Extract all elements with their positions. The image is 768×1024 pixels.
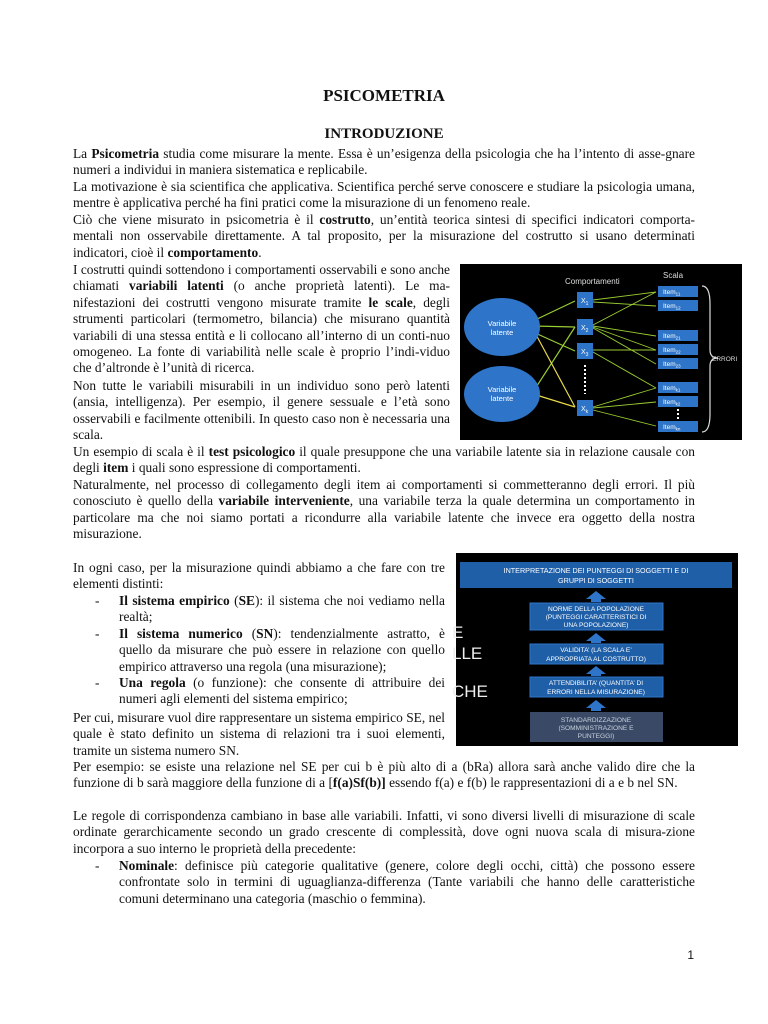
box-text: STANDARDIZZAZIONE: [560, 717, 632, 724]
item-label: Item$_{12}$: [663, 303, 681, 311]
paragraph-elements: In ogni caso, per la misurazione quindi abbiamo a che fare con tre elementi distinti:: [73, 560, 445, 592]
latent-label: latente: [490, 394, 514, 403]
header-comportamenti: Comportamenti: [565, 277, 620, 286]
box-text: UNA POPOLAZIONE): [563, 622, 629, 629]
item-label: Item$_{k1}$: [663, 385, 681, 393]
item-nodes: [658, 286, 698, 432]
up-arrow: [586, 633, 606, 643]
paragraph-measure-definition: Per cui, misurare vuol dire rappresentare un sistema empirico SE, nel quale è stato definito un sistema di relazioni tra i suoi elementi, tramite un sistema numero SN.: [73, 710, 445, 758]
paragraph-example: Per esempio: se esiste una relazione nel SE per cui b è più alto di a (bRa) allora sarà anche valido dire che la funzione di b sarà maggiore della funzione di a [f(a)Sf(b)] essendo f(a) e f(b) le rappresentazioni di a e b nel SN.: [73, 759, 695, 791]
box-text: (PUNTEGGI CARATTERISTICI DI: [545, 614, 647, 621]
list-item: - Nominale: definisce più categorie qualitative (genere, colore degli occhi, città) che possono essere confrontate solo in termini di uguaglianza-differenza (Tante variabili che hanno delle caratteristiche comuni determinano una categoria (maschio o femmina).: [95, 858, 695, 906]
item-label: Item$_{kn}$: [663, 424, 681, 432]
item-label: Item$_{21}$: [663, 333, 681, 341]
paragraph-observable: Non tutte le variabili misurabili in un individuo sono però latenti (ansia, intelligenza). Per esempio, il genere sessuale e l’età sono osservabili e facilmente ottenibili. In questo caso non è necessaria una scala.: [73, 378, 450, 443]
paragraph-levels: Le regole di corrispondenza cambiano in base alle variabili. Infatti, vi sono diversi livelli di misurazione di scale ordinate gerarchicamente secondo un grado crescente di complessità, dove ogni nuova scala di misura-zione incorpora a suo interno le proprietà della precedente:: [73, 808, 695, 856]
measurement-process-diagram: [452, 553, 738, 746]
box-text: (SOMMINISTRAZIONE E: [558, 725, 634, 732]
side-fragment: E: [452, 623, 464, 642]
behavior-to-item-arrows: [593, 292, 656, 426]
behavior-label: $X_2$: [581, 325, 589, 334]
list-systems: [73, 593, 445, 708]
list-item: - Una regola (o funzione): che consente di attribuire dei numeri agli elementi del sistema empirico;: [95, 675, 445, 707]
box-text: ERRORI NELLA MISURAZIONE): [547, 689, 645, 696]
item-label: Item$_{22}$: [663, 347, 681, 355]
box-text: INTERPRETAZIONE DEI PUNTEGGI DI SOGGETTI E DI: [503, 566, 689, 575]
page-title: PSICOMETRIA: [323, 86, 445, 105]
paragraph-motivation: La motivazione è sia scientifica che applicativa. Scientifica perché serve conoscere e studiare la psicologia umana, mentre è applicativa perché ha fini pratici come la misurazione di un fenomeno reale.: [73, 179, 695, 211]
paragraph-latent: I costrutti quindi sottendono i comportamenti osservabili e sono anche chiamati variabili latenti (o anche proprietà latenti). Le ma-nifestazioni dei costrutti vengono misurate tramite le scale, degli strumenti particolari (termometro, bilancia) che misurano quantità variabili di una stessa entità e li collocano all’interno di un conti-nuo omogeneo. La fonte di variabilità nelle scale è proprio l’indi-viduo che d’altronde è l’unità di ricerca.: [73, 262, 450, 376]
box-text: PUNTEGGI): [577, 733, 615, 740]
side-fragment: CHE: [452, 682, 488, 701]
up-arrow: [586, 666, 606, 676]
item-label: Item$_{11}$: [663, 289, 681, 297]
header-scala: Scala: [663, 271, 684, 280]
latent-to-behavior-arrows: [533, 301, 575, 392]
latent-label: Variabile: [487, 319, 517, 328]
box-text: GRUPPI DI SOGGETTI: [558, 576, 634, 585]
behavior-label: $X_3$: [581, 349, 589, 358]
paragraph-costrutto: Ciò che viene misurato in psicometria è il costrutto, un’entità teorica sintesi di specifici indicatori comporta-mentali non osservabile direttamente. A tal proposito, per la misurazione del costrutto si usano determinati indicatori, cioè il comportamento.: [73, 212, 695, 260]
list-item: - Il sistema empirico (SE): il sistema che noi vediamo nella realtà;: [95, 593, 445, 625]
box-text: APPROPRIATA AL COSTRUTTO): [546, 656, 646, 663]
latent-label: latente: [490, 328, 514, 337]
box-text: VALIDITA’ (LA SCALA E’: [560, 647, 632, 654]
behavior-label: $X_k$: [581, 406, 589, 415]
behavior-label: $X_1$: [581, 298, 589, 307]
item-label: Item$_{k2}$: [663, 399, 681, 407]
errors-label: ERRORI: [712, 356, 738, 363]
box-text: NORME DELLA POPOLAZIONE: [547, 606, 645, 613]
paragraph-intro: La Psicometria studia come misurare la mente. Essa è un’esigenza della psicologia che ha l’intento di asse-gnare numeri a individui in maniera sistematica e replicabile.: [73, 146, 695, 178]
latent-label: Variabile: [487, 385, 517, 394]
paragraph-errors: Naturalmente, nel processo di collegamento degli item ai comportamenti si commetteranno degli errori. Il più conosciuto è quello della variabile interveniente, una variabile terza la quale determina un comportamento in particolare ma che noi siamo portati a ricondurre alla variabile latente che invece era oggetto della nostra misurazione.: [73, 477, 695, 542]
box-text: ATTENDIBILITA’ (QUANTITA’ DI: [548, 680, 644, 687]
list-item: - Il sistema numerico (SN): tendenzialmente astratto, è quello da misurare che può essere in relazione con quello empirico attraverso una regola (una misurazione);: [95, 625, 445, 674]
paragraph-test: Un esempio di scala è il test psicologico il quale presuppone che una variabile latente sia in relazione causale con degli item i quali sono espressione di comportamenti.: [73, 444, 695, 476]
section-title: INTRODUZIONE: [324, 126, 444, 142]
side-fragment: LLE: [452, 644, 483, 663]
item-label: Item$_{23}$: [663, 361, 681, 369]
page-number: 1: [687, 948, 694, 962]
up-arrow: [586, 700, 606, 711]
list-levels: [73, 858, 695, 907]
behavior-nodes: [577, 292, 593, 416]
latent-variable-diagram: [460, 264, 742, 440]
up-arrow: [586, 591, 606, 602]
